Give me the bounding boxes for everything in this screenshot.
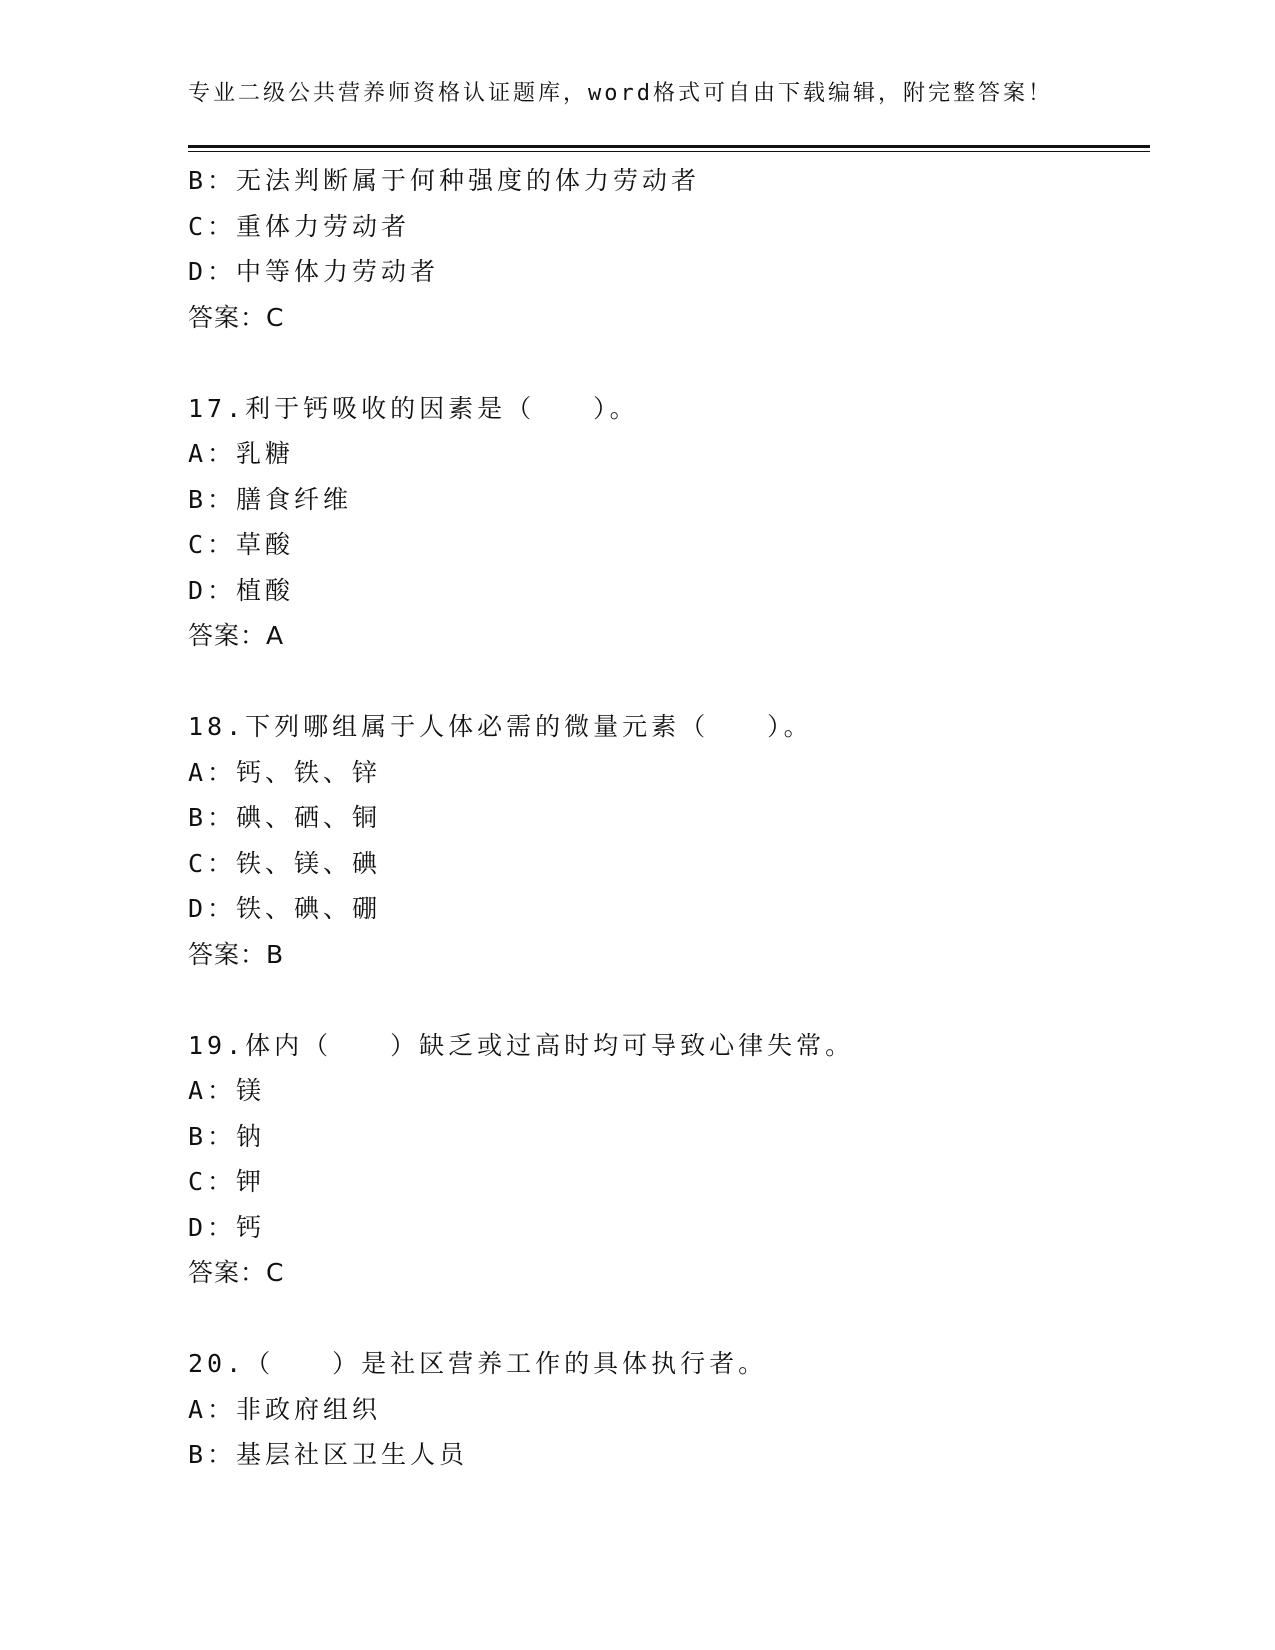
option-line: D：中等体力劳动者 [188, 257, 440, 286]
option-line: B：无法判断属于何种强度的体力劳动者 [188, 166, 701, 195]
spacer [188, 1296, 1148, 1342]
option-line: C：钾 [188, 1167, 266, 1196]
option-line: D：植酸 [188, 575, 295, 605]
question-stem: 17.利于钙吸收的因素是（ ）。 [188, 393, 639, 423]
answer-line: 答案：A [188, 621, 285, 650]
spacer [188, 340, 1148, 386]
option-line: C：铁、镁、碘 [188, 848, 382, 878]
header-rule-thick [188, 145, 1150, 148]
header-rule-thin [188, 151, 1150, 152]
question-stem: 20.（ ）是社区营养工作的具体执行者。 [188, 1349, 768, 1378]
option-line: A：钙、铁、锌 [188, 757, 382, 787]
answer-line: 答案：C [188, 1258, 285, 1287]
option-line: B：膳食纤维 [188, 484, 353, 514]
option-line: C：重体力劳动者 [188, 211, 411, 241]
option-line: B：钠 [188, 1121, 266, 1151]
option-line: D：钙 [188, 1212, 266, 1242]
option-line: B：基层社区卫生人员 [188, 1440, 469, 1469]
option-line: A：乳糖 [188, 439, 295, 468]
option-line: C：草酸 [188, 530, 295, 559]
question-stem: 18.下列哪组属于人体必需的微量元素（ ）。 [188, 712, 813, 741]
question-content [188, 158, 1148, 1478]
answer-line: 答案：B [188, 939, 285, 969]
option-line: B：碘、硒、铜 [188, 803, 382, 832]
option-line: A：非政府组织 [188, 1394, 382, 1424]
spacer [188, 977, 1148, 1023]
spacer [188, 659, 1148, 705]
answer-line: 答案：C [188, 302, 285, 332]
option-line: D：铁、碘、硼 [188, 894, 382, 923]
option-line: A：镁 [188, 1076, 266, 1105]
page-header: 专业二级公共营养师资格认证题库，word格式可自由下载编辑，附完整答案！ [188, 81, 1053, 106]
question-stem: 19.体内（ ）缺乏或过高时均可导致心律失常。 [188, 1030, 855, 1060]
